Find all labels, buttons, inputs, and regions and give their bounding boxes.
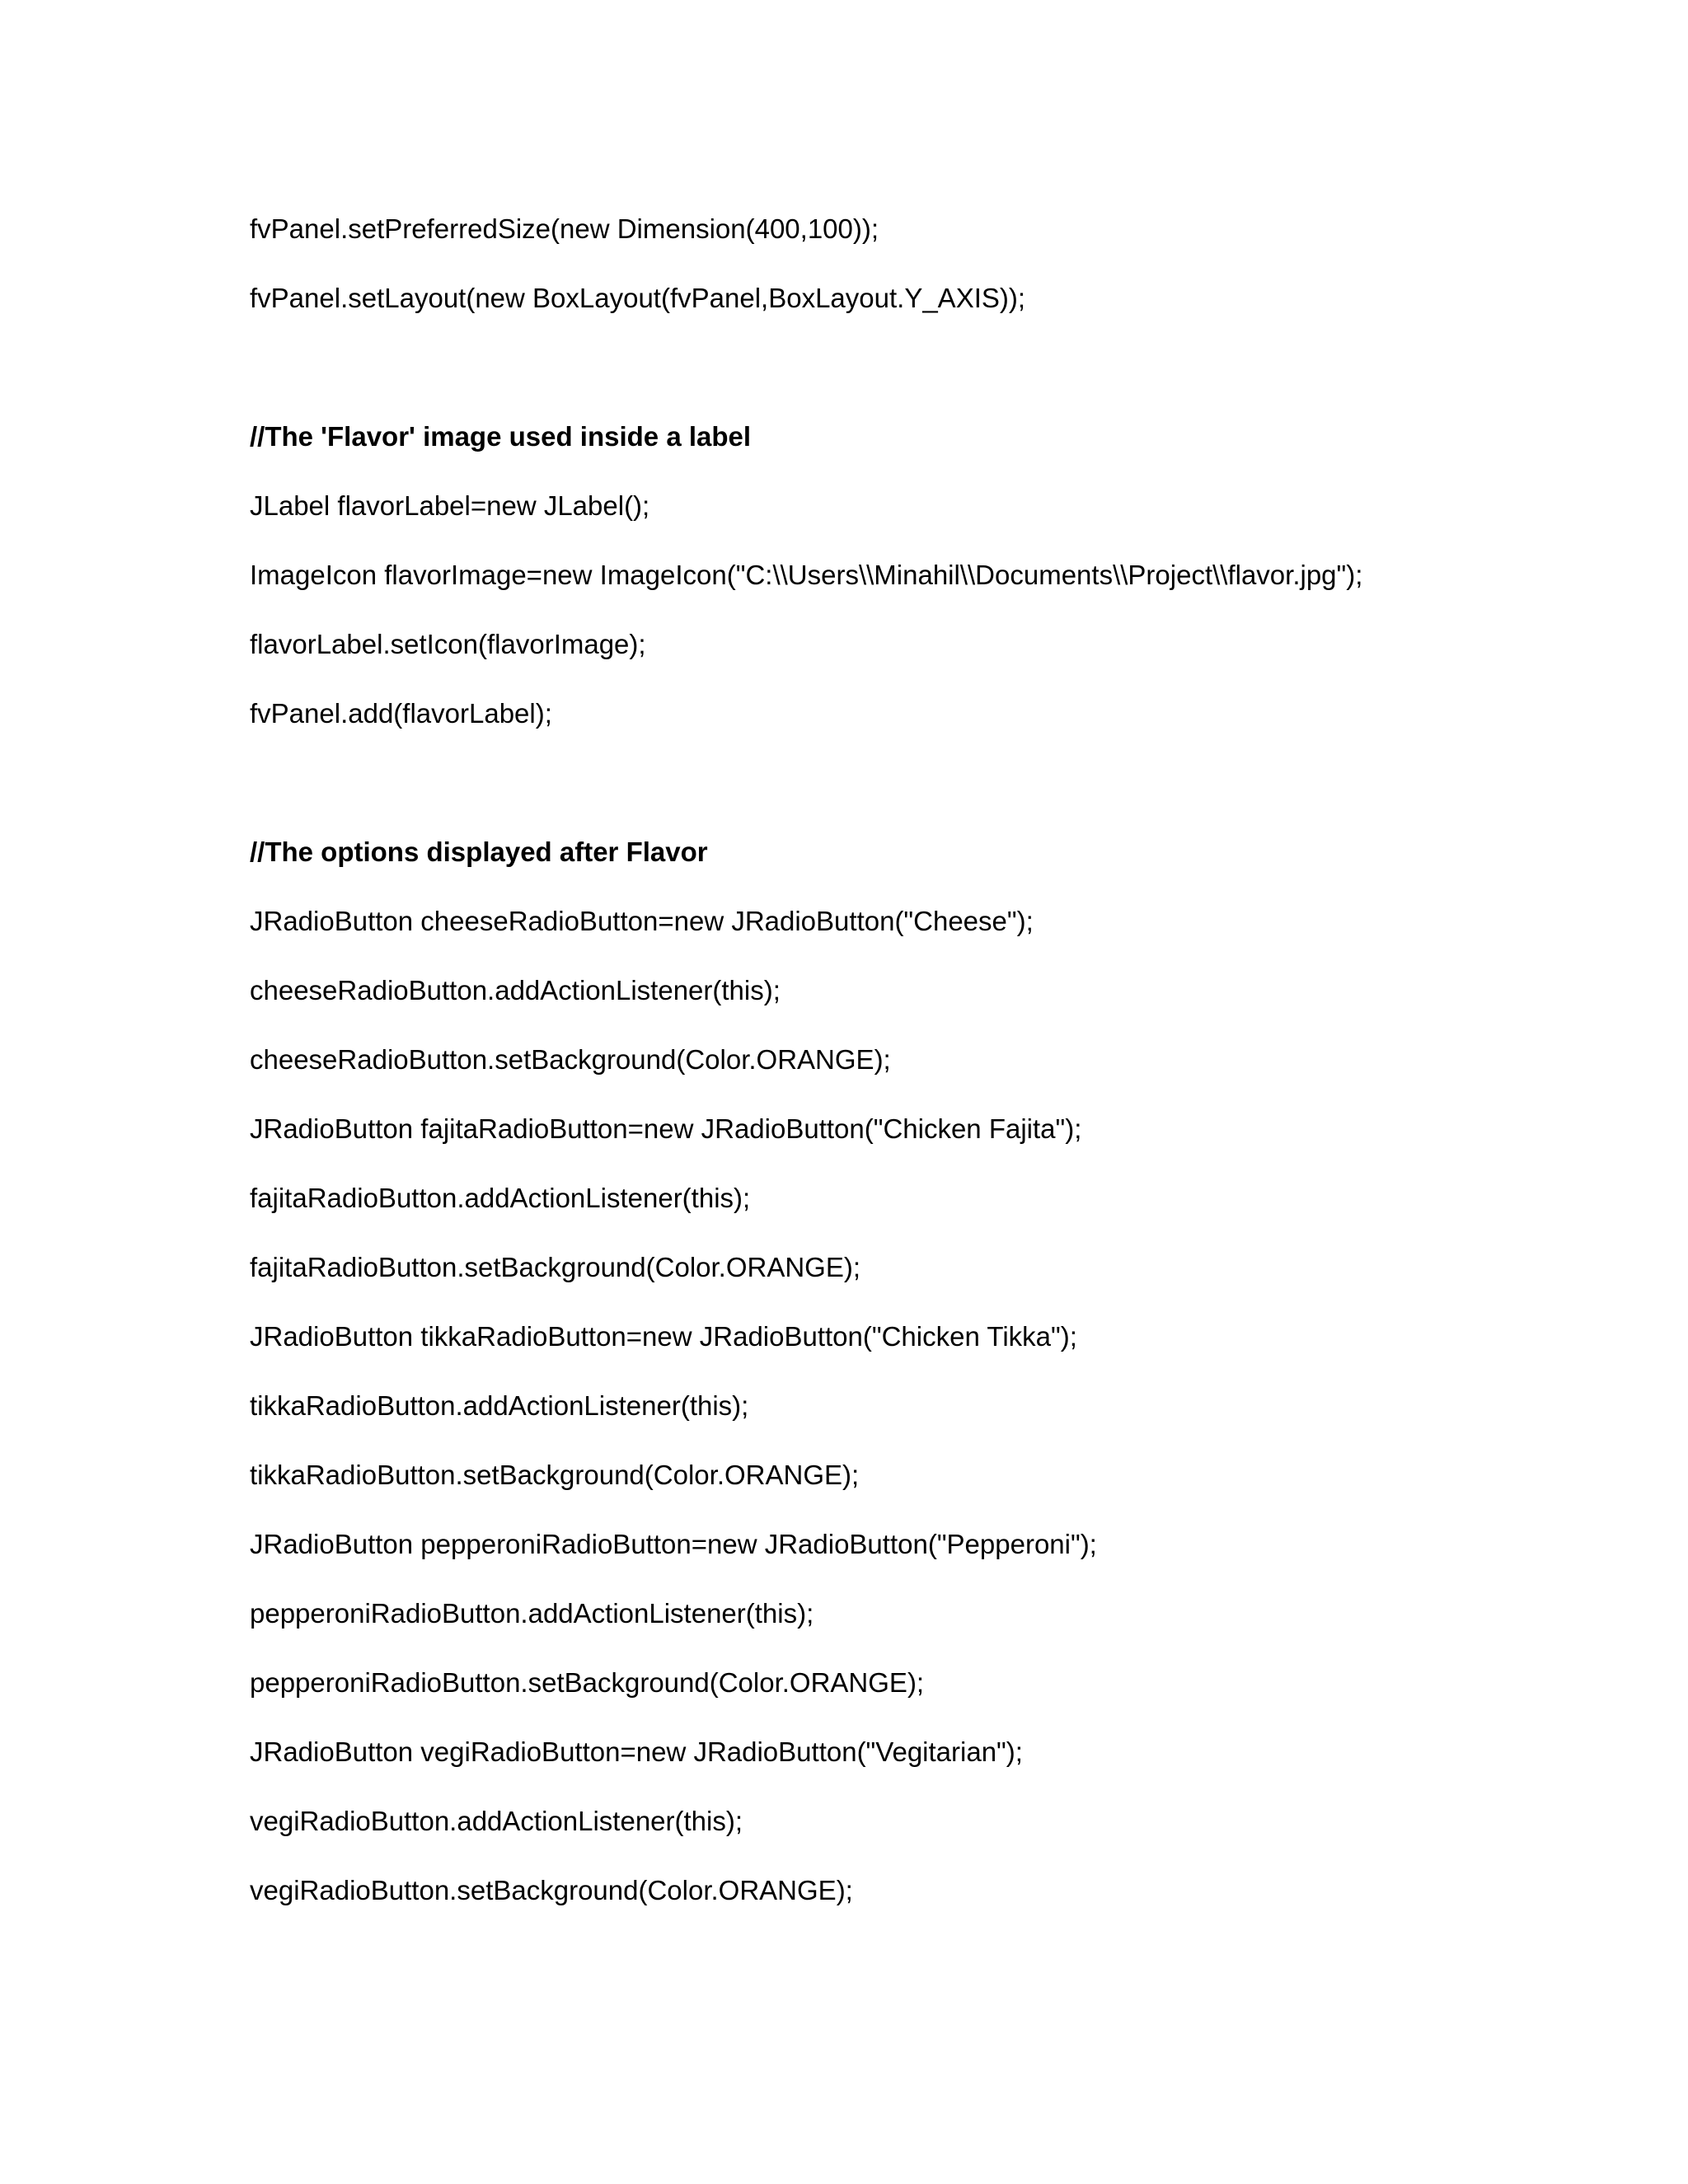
code-line: tikkaRadioButton.addActionListener(this); — [250, 1390, 749, 1421]
code-line: vegiRadioButton.setBackground(Color.ORANGE); — [250, 1875, 853, 1905]
code-line: JRadioButton fajitaRadioButton=new JRadioButton("Chicken Fajita"); — [250, 1113, 1082, 1144]
section-comment: //The options displayed after Flavor — [250, 837, 708, 867]
code-line: JRadioButton pepperoniRadioButton=new JRadioButton("Pepperoni"); — [250, 1529, 1097, 1559]
code-line: tikkaRadioButton.setBackground(Color.ORANGE); — [250, 1460, 860, 1490]
code-line: JLabel flavorLabel=new JLabel(); — [250, 490, 650, 521]
code-line: fvPanel.setLayout(new BoxLayout(fvPanel,BoxLayout.Y_AXIS)); — [250, 283, 1026, 313]
code-line: fvPanel.setPreferredSize(new Dimension(400,100)); — [250, 213, 879, 244]
code-line: pepperoniRadioButton.addActionListener(this); — [250, 1598, 814, 1629]
section-comment: //The 'Flavor' image used inside a label — [250, 421, 752, 452]
code-line: cheeseRadioButton.setBackground(Color.ORANGE); — [250, 1044, 891, 1075]
code-listing — [250, 194, 1651, 1925]
code-line: fajitaRadioButton.setBackground(Color.ORANGE); — [250, 1252, 861, 1282]
code-line: flavorLabel.setIcon(flavorImage); — [250, 629, 646, 659]
code-line: fvPanel.add(flavorLabel); — [250, 698, 552, 729]
code-line: vegiRadioButton.addActionListener(this); — [250, 1806, 743, 1836]
code-line: ImageIcon flavorImage=new ImageIcon("C:\\Users\\Minahil\\Documents\\Project\\flavor.jpg"); — [250, 560, 1363, 590]
code-line: JRadioButton cheeseRadioButton=new JRadioButton("Cheese"); — [250, 906, 1034, 936]
blank-line — [250, 333, 1651, 402]
code-line: pepperoniRadioButton.setBackground(Color.ORANGE); — [250, 1667, 925, 1698]
code-line: fajitaRadioButton.addActionListener(this); — [250, 1183, 751, 1213]
code-line: JRadioButton tikkaRadioButton=new JRadioButton("Chicken Tikka"); — [250, 1321, 1077, 1352]
code-line: cheeseRadioButton.addActionListener(this); — [250, 975, 781, 1005]
blank-line — [250, 748, 1651, 818]
code-line: JRadioButton vegiRadioButton=new JRadioButton("Vegitarian"); — [250, 1736, 1023, 1767]
